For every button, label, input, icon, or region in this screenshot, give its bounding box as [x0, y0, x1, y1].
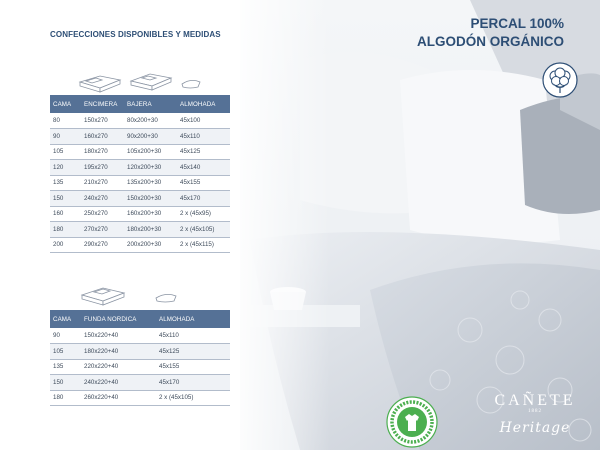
- cell-encimera: 240x270: [81, 191, 124, 207]
- cell-cama: 105: [50, 144, 81, 160]
- folded-sheet-icon: [128, 68, 174, 92]
- col-header-almohada: ALMOHADA: [156, 310, 230, 328]
- heading-line-1: PERCAL 100%: [470, 16, 564, 31]
- cell-cama: 105: [50, 344, 81, 360]
- cell-encimera: 180x270: [81, 144, 124, 160]
- cell-bajera: 180x200+30: [124, 222, 177, 238]
- cell-bajera: 80x200+30: [124, 113, 177, 129]
- heading-line-2: ALGODÓN ORGÁNICO: [417, 34, 564, 49]
- cell-encimera: 150x270: [81, 113, 124, 129]
- cell-cama: 135: [50, 175, 81, 191]
- table-header-row: [50, 310, 230, 328]
- col-header-bajera: BAJERA: [124, 95, 177, 113]
- table-row: [50, 191, 230, 207]
- brand-script: Heritage: [499, 420, 571, 436]
- cell-almohada: 45x170: [177, 191, 230, 207]
- table-row: [50, 160, 230, 176]
- duvet-sizes-table: [50, 310, 230, 406]
- cell-encimera: 160x270: [81, 129, 124, 145]
- cell-almohada: 45x155: [156, 359, 230, 375]
- sheet-sizes-table: [50, 95, 230, 253]
- cell-encimera: 195x270: [81, 160, 124, 176]
- cell-cama: 90: [50, 328, 81, 344]
- brand-year: 1882: [528, 409, 542, 414]
- cell-cama: 135: [50, 359, 81, 375]
- table-row: [50, 344, 230, 360]
- col-header-cama: CAMA: [50, 310, 81, 328]
- table-row: [50, 144, 230, 160]
- cell-encimera: 290x270: [81, 237, 124, 253]
- cell-almohada: 45x125: [177, 144, 230, 160]
- product-heading: [417, 15, 564, 51]
- table-row: [50, 375, 230, 391]
- table-row: [50, 206, 230, 222]
- cell-funda-nordica: 260x220+40: [81, 390, 156, 406]
- cell-almohada: 2 x (45x115): [177, 237, 230, 253]
- cell-almohada: 45x100: [177, 113, 230, 129]
- cell-almohada: 45x110: [156, 328, 230, 344]
- cell-cama: 160: [50, 206, 81, 222]
- cell-bajera: 135x200+30: [124, 175, 177, 191]
- cell-funda-nordica: 180x220+40: [81, 344, 156, 360]
- cell-bajera: 120x200+30: [124, 160, 177, 176]
- cell-funda-nordica: 220x220+40: [81, 359, 156, 375]
- cell-cama: 90: [50, 129, 81, 145]
- cell-almohada: 45x110: [177, 129, 230, 145]
- table-row: [50, 359, 230, 375]
- cell-almohada: 2 x (45x95): [177, 206, 230, 222]
- pillowcase-icon: [154, 290, 178, 304]
- cell-encimera: 270x270: [81, 222, 124, 238]
- cell-almohada: 2 x (45x105): [156, 390, 230, 406]
- cell-cama: 180: [50, 222, 81, 238]
- table-row: [50, 390, 230, 406]
- col-header-encimera: ENCIMERA: [81, 95, 124, 113]
- pillowcase-icon: [180, 76, 202, 90]
- cell-bajera: 150x200+30: [124, 191, 177, 207]
- cell-almohada: 45x155: [177, 175, 230, 191]
- cell-cama: 120: [50, 160, 81, 176]
- table-header-row: [50, 95, 230, 113]
- cell-almohada: 2 x (45x105): [177, 222, 230, 238]
- brand-logo: [485, 392, 585, 436]
- cell-cama: 180: [50, 390, 81, 406]
- table-row: [50, 175, 230, 191]
- cell-bajera: 90x200+30: [124, 129, 177, 145]
- cell-encimera: 250x270: [81, 206, 124, 222]
- table-row: [50, 328, 230, 344]
- cell-almohada: 45x170: [156, 375, 230, 391]
- cell-bajera: 105x200+30: [124, 144, 177, 160]
- gots-badge-icon: [385, 395, 439, 449]
- cell-funda-nordica: 240x220+40: [81, 375, 156, 391]
- cell-almohada: 45x125: [156, 344, 230, 360]
- table-row: [50, 222, 230, 238]
- cotton-flower-icon: [542, 62, 578, 98]
- cell-cama: 200: [50, 237, 81, 253]
- col-header-funda-nordica: FUNDA NORDICA: [81, 310, 156, 328]
- col-header-almohada: ALMOHADA: [177, 95, 230, 113]
- bedding-set-icon: [76, 70, 124, 94]
- cell-almohada: 45x140: [177, 160, 230, 176]
- brand-name: CAÑETE: [494, 392, 576, 409]
- table-row: [50, 237, 230, 253]
- cell-cama: 80: [50, 113, 81, 129]
- cell-funda-nordica: 150x220+40: [81, 328, 156, 344]
- duvet-cover-icon: [78, 282, 128, 308]
- cell-encimera: 210x270: [81, 175, 124, 191]
- cell-cama: 150: [50, 191, 81, 207]
- table-row: [50, 113, 230, 129]
- cell-bajera: 160x200+30: [124, 206, 177, 222]
- section-title: CONFECCIONES DISPONIBLES Y MEDIDAS: [50, 30, 221, 39]
- cell-bajera: 200x200+30: [124, 237, 177, 253]
- table-row: [50, 129, 230, 145]
- col-header-cama: CAMA: [50, 95, 81, 113]
- cell-cama: 150: [50, 375, 81, 391]
